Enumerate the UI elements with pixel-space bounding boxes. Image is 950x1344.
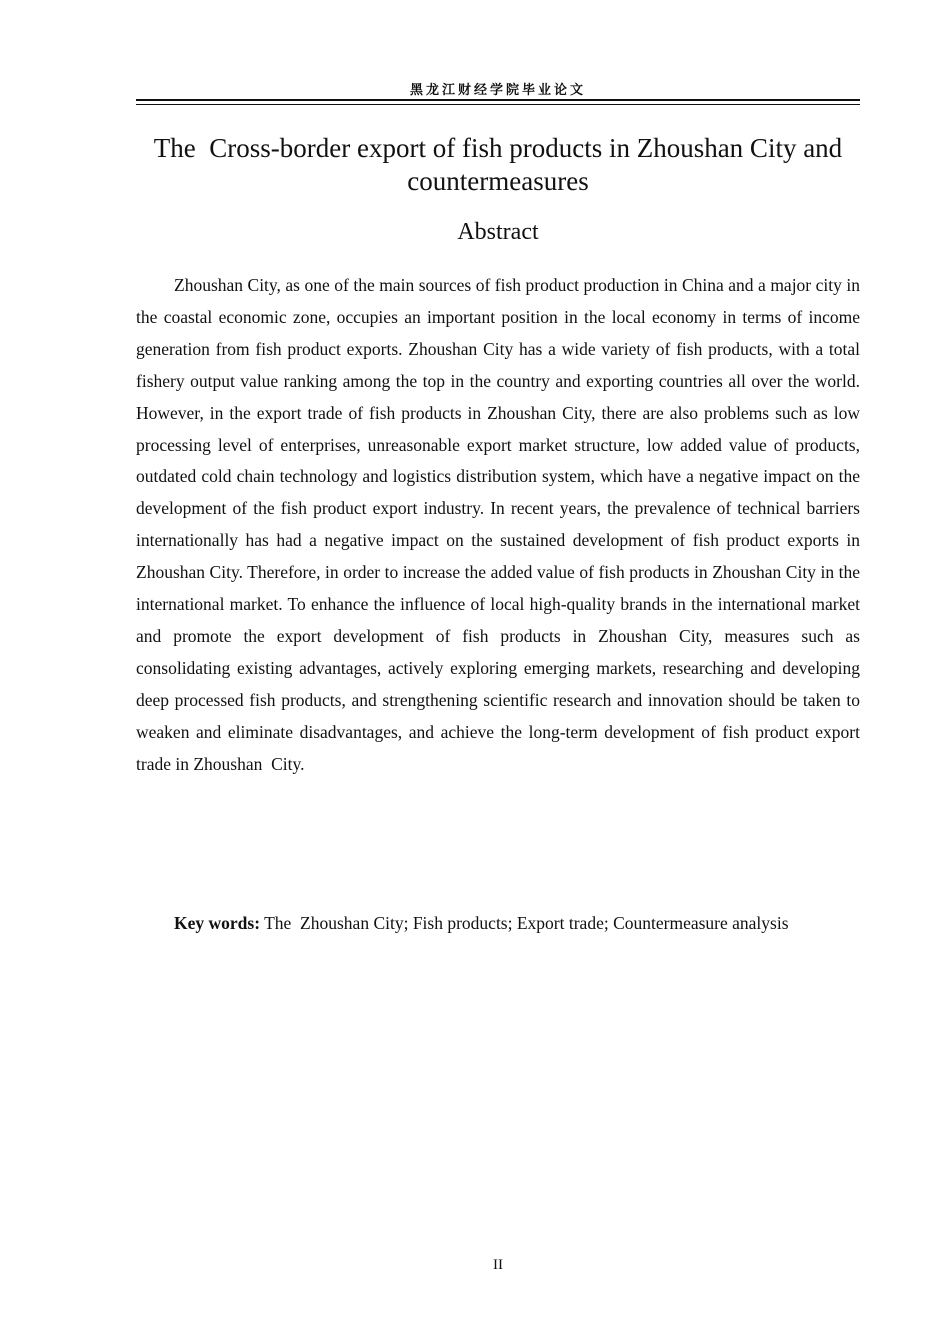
header-double-rule (136, 99, 860, 105)
paper-title: The Cross-border export of fish products in Zhoushan City and countermeasures (153, 133, 849, 196)
keywords-label: Key words: (174, 913, 261, 933)
running-header: 黑龙江财经学院毕业论文 (409, 83, 586, 98)
abstract-paragraph: Zhoushan City, as one of the main sources of fish product production in China and a major city in the coastal economic zone, occupies an important position in the local economy in terms of income generation from fish product exports. Zhoushan City has a wide variety of fish products, with a total fishery output value ranking among the top in the country and exporting countries all over the world. However, in the export trade of fish products in Zhoushan City, there are also problems such as low processing level of enterprises, unreasonable export market structure, low added value of products, outdated cold chain technology and logistics distribution system, which have a negative impact on the development of the fish product export industry. In recent years, the prevalence of technical barriers internationally has had a negative impact on the sustained development of fish product exports in Zhoushan City. Therefore, in order to increase the added value of fish products in Zhoushan City in the international market. To enhance the influence of local high-quality brands in the international market and promote the export development of fish products in Zhoushan City, measures such as consolidating existing advantages, actively exploring emerging markets, researching and developing deep processed fish products, and strengthening scientific research and innovation should be taken to weaken and eliminate disadvantages, and achieve the long-term development of fish product export trade in Zhoushan City. (136, 275, 865, 774)
keywords-line (174, 909, 864, 937)
abstract-heading: Abstract (457, 219, 539, 245)
page-number: II (493, 1257, 503, 1273)
keywords-text: The Zhoushan City; Fish products; Export trade; Countermeasure analysis (260, 913, 789, 933)
